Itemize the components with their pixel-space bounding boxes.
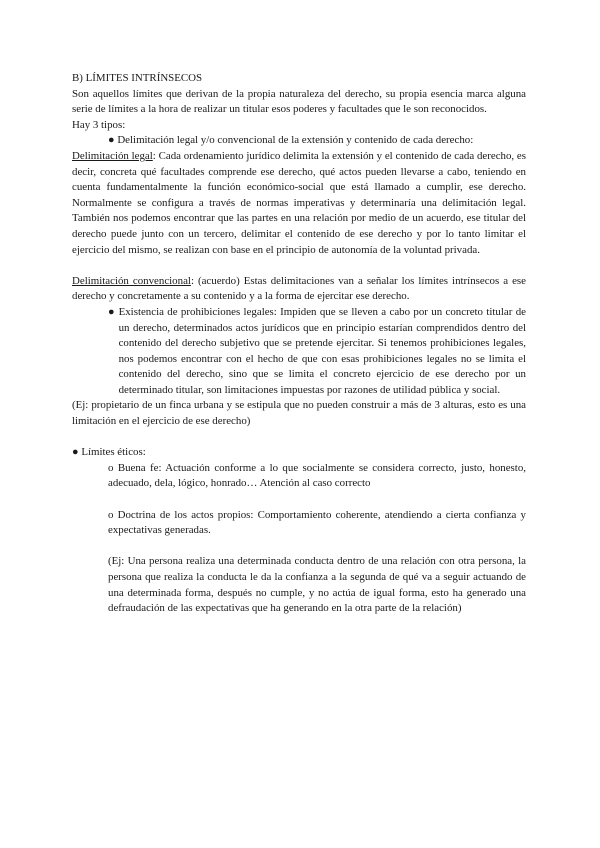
bullet-marker: ●	[108, 134, 115, 147]
types-line: Hay 3 tipos:	[72, 118, 126, 131]
conventional-paragraph	[72, 274, 526, 305]
conventional-text: : (acuerdo) Estas delimitaciones van a señalar los límites intrínsecos a ese derecho y concretamente a su contenido y a la forma de ejercitar ese derecho.	[72, 274, 526, 303]
sub-good-faith-text: Buena fe: Actuación conforme a lo que socialmente se considera correcto, justo, honesto, adecuado, dela, lógico, honrado… Atención al caso correcto	[108, 461, 526, 490]
bullet-ethical	[72, 445, 526, 461]
bullet-prohibitions	[72, 305, 526, 399]
conventional-term: Delimitación convencional	[72, 274, 191, 287]
legal-paragraph	[72, 149, 526, 258]
bullet-delimitation	[72, 133, 526, 149]
document-page	[72, 71, 526, 617]
legal-text: : Cada ordenamiento jurídico delimita la extensión y el contenido de cada derecho, es decir, concreta qué facultades comprende ese derecho, qué actos pueden llevarse a cabo, teniendo en cuenta fundamentalmente la función económico-social que está llamado a cumplir, ese derecho. Normalmente se configura a través de normas imperativas y determinaría una delimitación legal. También nos podemos encontrar que las partes en una relación por medio de un acuerdo, ese titular del derecho puede junto con un tercero, delimitar el contenido de ese derecho y por lo tanto limitar el ejercicio del mismo, se realizan con base en el principio de autonomía de la voluntad privada.	[72, 149, 526, 256]
bullet-prohibitions-text: Existencia de prohibiciones legales: Impiden que se lleven a cabo por un concreto titular de un derecho, determinados actos jurídicos que en principio estarían comprendidos dentro del contenido del derecho subjetivo que se pretende ejercitar. Si tenemos prohibiciones legales, nos podemos encontrar con el hecho de que con esas prohibiciones legales no se limita el contenido del derecho, sino que se limita el concreto ejercicio de ese derecho por un determinado titular, son limitaciones impuestas por razones de utilidad pública y social.	[118, 305, 526, 396]
section-heading: B) LÍMITES INTRÍNSECOS	[72, 72, 203, 84]
sub-good-faith	[72, 461, 526, 492]
bullet-delimitation-text: Delimitación legal y/o convencional de la extensión y contenido de cada derecho:	[117, 134, 474, 147]
sub-marker: o	[108, 461, 114, 474]
bullet-ethical-text: Límites éticos:	[81, 446, 146, 459]
intro-paragraph: Son aquellos límites que derivan de la propia naturaleza del derecho, su propia esencia marca alguna serie de límites a la hora de realizar un titular esos poderes y facultades que le son reconocidos.	[72, 87, 526, 116]
legal-term: Delimitación legal	[72, 149, 153, 162]
bullet-marker: ●	[72, 446, 79, 459]
example-paragraph-2: (Ej: Una persona realiza una determinada conducta dentro de una relación con otra persona, la persona que realiza la conducta le da la confianza a la segunda de qué va a seguir actuando de una determinada forma, después no cumple, y no actúa de igual forma, esto ha generado una defraudación de las expectativas que ha generando en la otra parte de la relación)	[108, 555, 526, 615]
sub-own-acts	[72, 508, 526, 539]
sub-own-acts-text: Doctrina de los actos propios: Comportamiento coherente, atendiendo a cierta confianza y expectativas generadas.	[108, 508, 526, 537]
bullet-marker: ●	[108, 305, 115, 318]
example-paragraph: (Ej: propietario de un finca urbana y se estipula que no pueden construir a más de 3 alturas, esto es una limitación en el ejercicio de ese derecho)	[72, 399, 526, 428]
sub-marker: o	[108, 508, 114, 521]
